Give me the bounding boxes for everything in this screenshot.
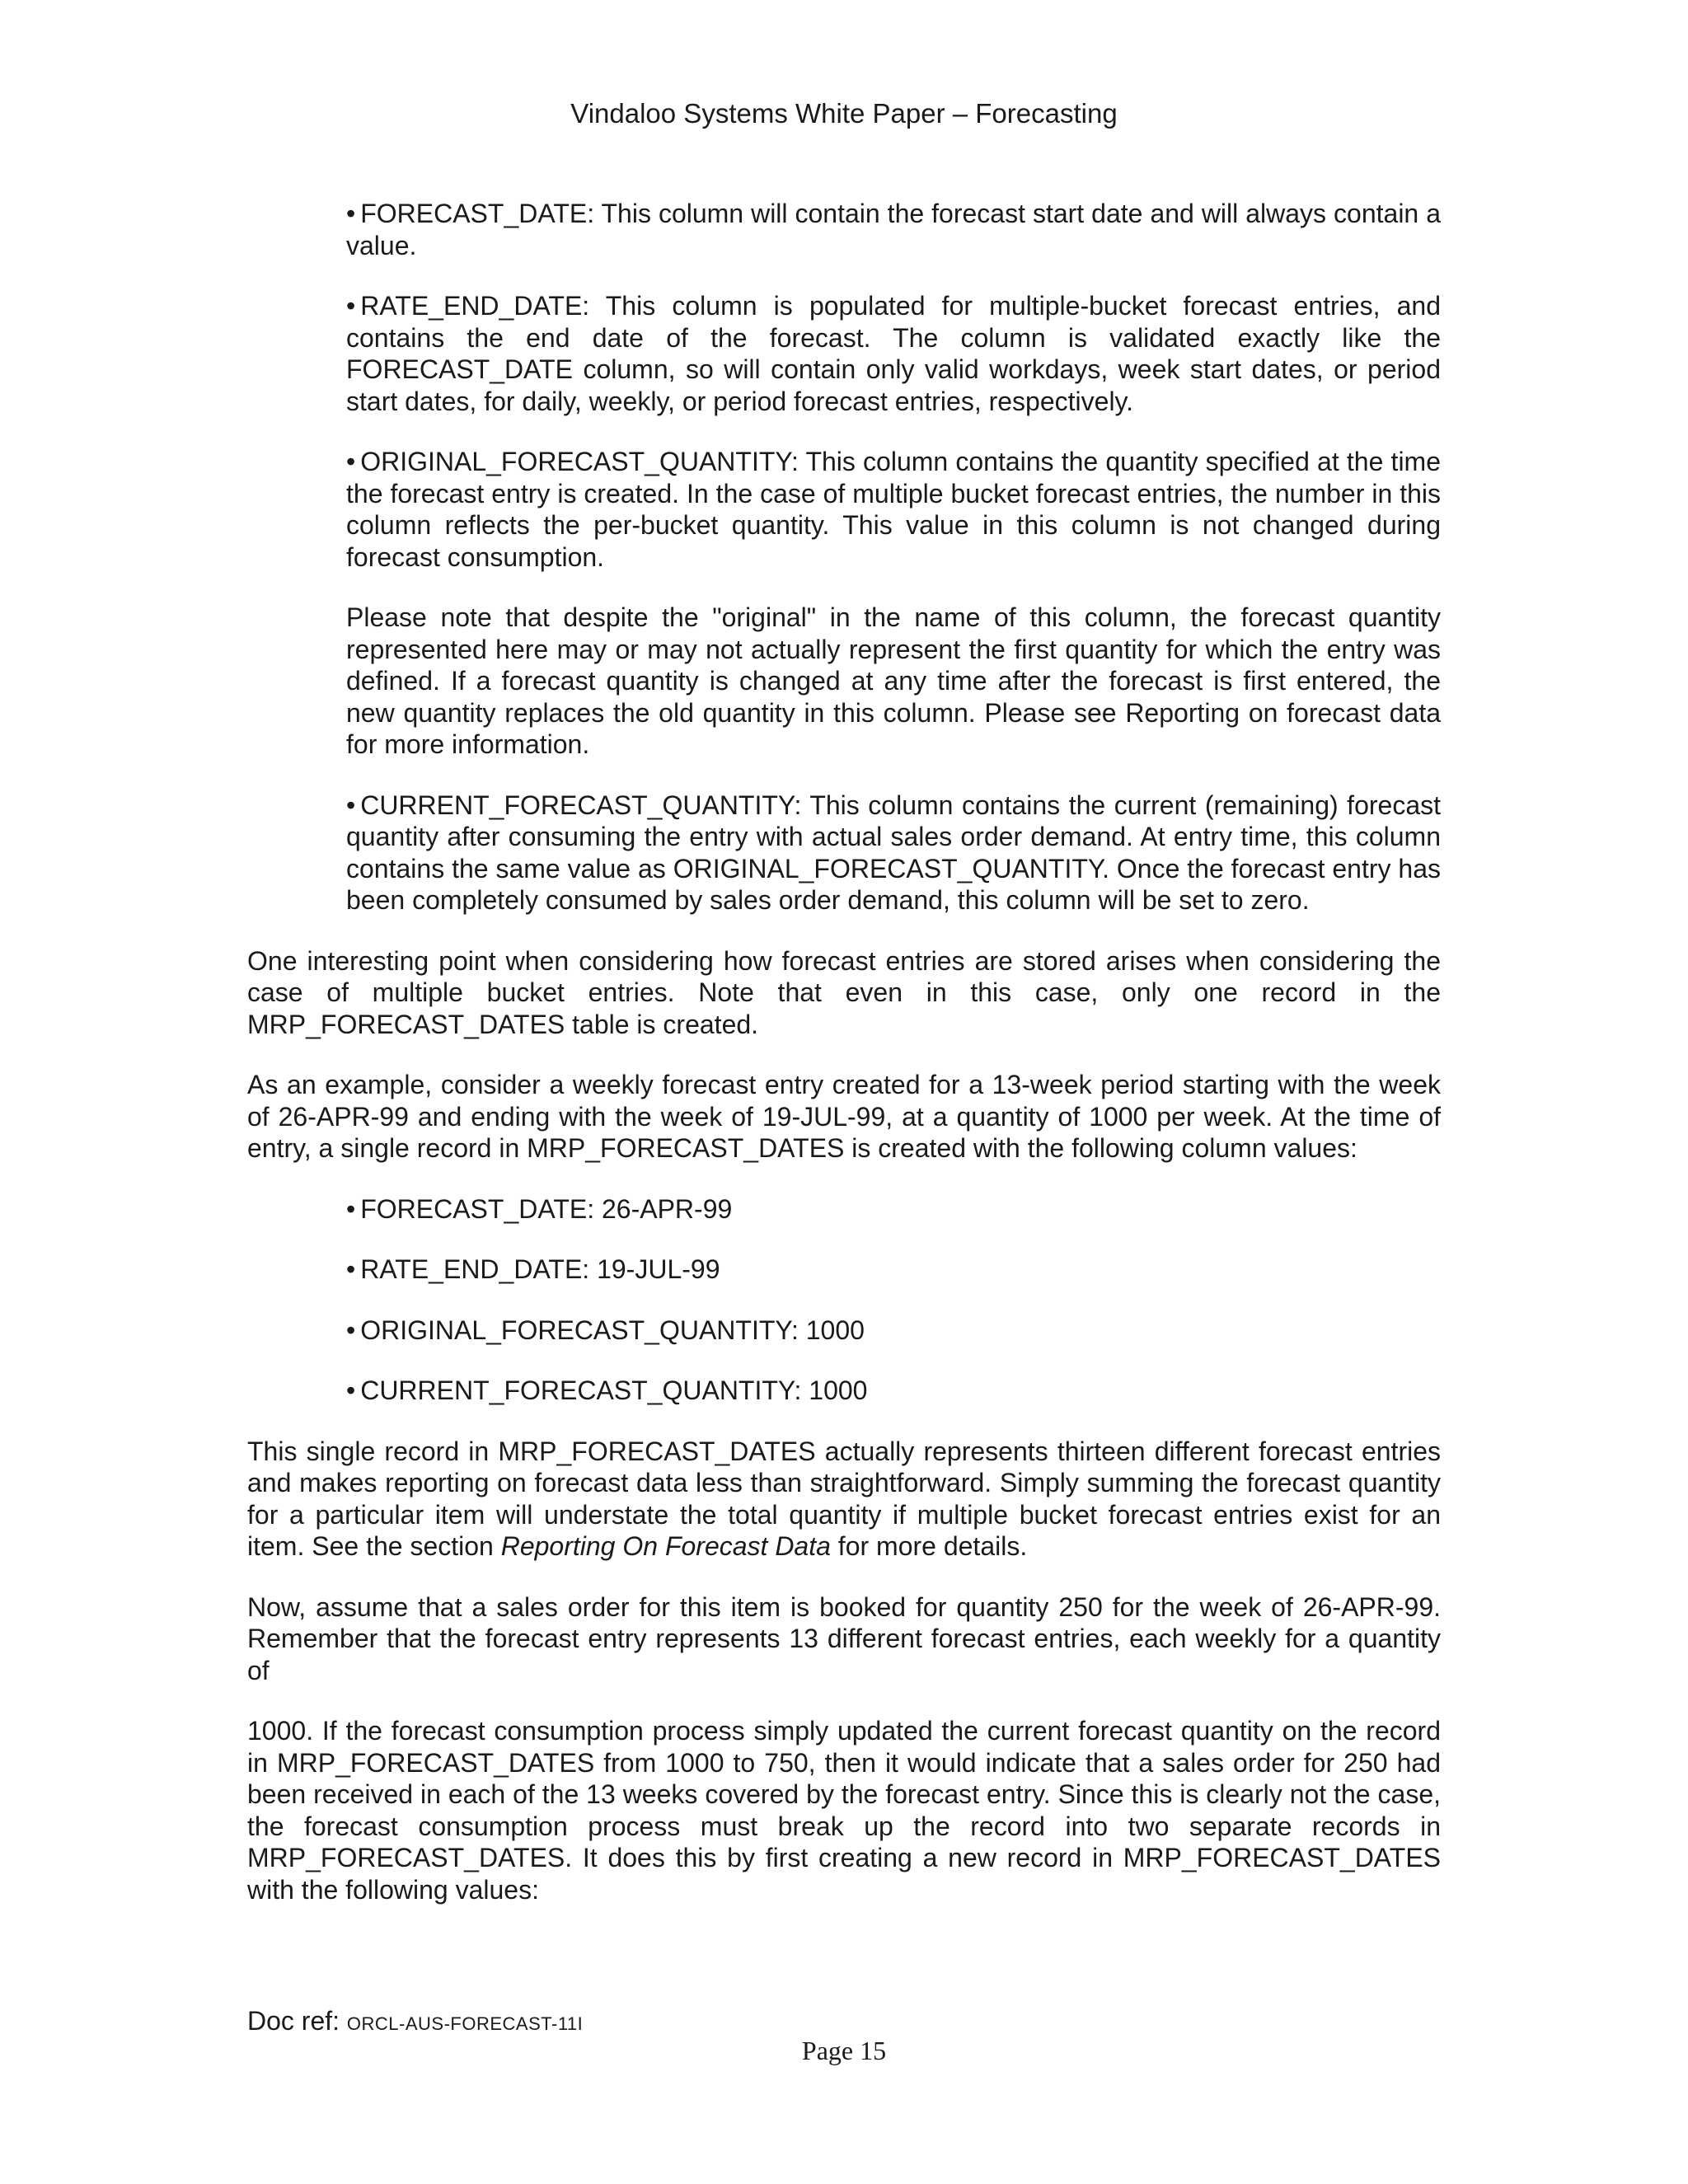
bullet-forecast-date: • FORECAST_DATE: This column will contain the forecast start date and will always contain a value. (346, 198, 1441, 261)
paragraph-single-record (247, 1436, 1441, 1563)
doc-ref-code: ORCL-AUS-FORECAST-11I (346, 2013, 584, 2034)
paragraph-sales-order: Now, assume that a sales order for this item is booked for quantity 250 for the week of 26-APR-99. Remember that the forecast entry represents 13 different forecast entries, each weekly for a quantity of (247, 1591, 1441, 1685)
paragraph-example: As an example, consider a weekly forecast entry created for a 13-week period starting with the week of 26-APR-99 and ending with the week of 19-JUL-99, at a quantity of 1000 per week. At the time of entry, a single record in MRP_FORECAST_DATES is created with the following column values: (247, 1070, 1441, 1163)
value-forecast-date: • FORECAST_DATE: 26-APR-99 (346, 1193, 1441, 1226)
bullet-current-forecast-quantity: • CURRENT_FORECAST_QUANTITY: This column contains the current (remaining) forecast quantity after consuming the entry with actual sales order demand. At entry time, this column contains the same value as ORIGINAL_FORECAST_QUANTITY. Once the forecast entry has been completely consumed by sales order demand, this column will be set to zero. (346, 790, 1441, 916)
bullet-original-forecast-quantity: • ORIGINAL_FORECAST_QUANTITY: This column contains the quantity specified at the time the forecast entry is created. In the case of multiple bucket forecast entries, the number in this column reflects the per-bucket quantity. This value in this column is not changed during forecast consumption. (346, 446, 1441, 573)
paragraph-single-record-text: This single record in MRP_FORECAST_DATES actually represents thirteen different forecast entries and makes reporting on forecast data less than straightforward. Simply summing the forecast quantity for a particular item will understate the total quantity if multiple bucket forecast entries exist for an item. See the section (247, 1436, 1441, 1561)
document-body (247, 198, 1441, 1934)
paragraph-consumption: 1000. If the forecast consumption process simply updated the current forecast quantity on the record in MRP_FORECAST_DATES from 1000 to 750, then it would indicate that a sales order for 250 had been received in each of the 13 weeks covered by the forecast entry. Since this is clearly not the case, the forecast consumption process must break up the record into two separate records in MRP_FORECAST_DATES. It does this by first creating a new record in MRP_FORECAST_DATES with the following values: (247, 1716, 1441, 1905)
doc-ref-label: Doc ref: (247, 2006, 347, 2036)
page-number: Page 15 (801, 2036, 887, 2065)
value-rate-end-date: • RATE_END_DATE: 19-JUL-99 (346, 1254, 1441, 1286)
section-reference: Reporting On Forecast Data (500, 1531, 831, 1561)
paragraph-single-record-end: for more details. (830, 1531, 1028, 1561)
page-header: Vindaloo Systems White Paper – Forecasting (570, 98, 1118, 129)
value-current-quantity: • CURRENT_FORECAST_QUANTITY: 1000 (346, 1375, 1441, 1407)
note-paragraph: Please note that despite the "original" in the name of this column, the forecast quantity represented here may or may not actually represent the first quantity for which the entry was defined. If a forecast quantity is changed at any time after the forecast is first entered, the new quantity replaces the old quantity in this column. Please see Reporting on forecast data for more information. (346, 602, 1441, 759)
paragraph-multiple-bucket: One interesting point when considering how forecast entries are stored arises when considering the case of multiple bucket entries. Note that even in this case, only one record in the MRP_FORECAST_DATES table is created. (247, 945, 1441, 1039)
bullet-rate-end-date: • RATE_END_DATE: This column is populated for multiple-bucket forecast entries, and contains the end date of the forecast. The column is validated exactly like the FORECAST_DATE column, so will contain only valid workdays, week start dates, or period start dates, for daily, weekly, or period forecast entries, respectively. (346, 290, 1441, 417)
value-original-quantity: • ORIGINAL_FORECAST_QUANTITY: 1000 (346, 1315, 1441, 1347)
